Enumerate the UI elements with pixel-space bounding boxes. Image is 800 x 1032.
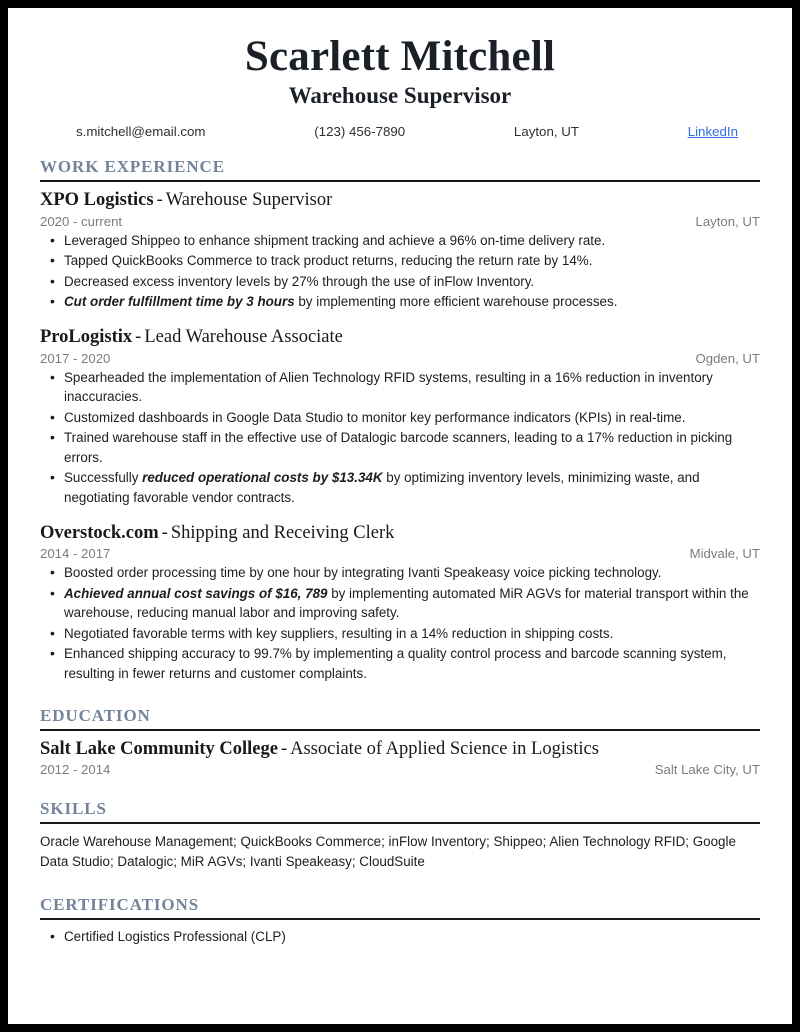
title-separator: - [161, 522, 168, 543]
contact-phone[interactable]: (123) 456-7890 [314, 124, 406, 140]
bullet-prefix: Successfully [64, 470, 143, 486]
skills-list: Oracle Warehouse Management; QuickBooks Commerce; inFlow Inventory; Shippeo; Alien Technology RFID; Google Data Studio; Datalogic; MiR AGVs; Ivanti Speakeasy; CloudSuite [40, 834, 736, 870]
work-entry-dates: 2020 - current [40, 213, 123, 229]
education-entry-degree: Associate of Applied Science in Logistics [290, 738, 599, 759]
work-entry-dates: 2014 - 2017 [40, 546, 111, 562]
section-work-experience [40, 157, 760, 684]
title-separator: - [135, 326, 142, 347]
work-entry [40, 326, 760, 508]
work-entry-meta [40, 351, 760, 366]
certifications-list [40, 927, 760, 947]
section-divider [40, 180, 760, 182]
contact-row [40, 124, 760, 139]
work-entry-meta [40, 214, 760, 229]
contact-linkedin-link[interactable]: LinkedIn [687, 124, 738, 140]
section-heading-certifications: CERTIFICATIONS [40, 894, 200, 914]
section-divider [40, 918, 760, 920]
bullet-text: by optimizing inventory levels, minimizing waste, and negotiating favorable vendor contracts. [64, 470, 700, 505]
bullet-item [40, 292, 760, 312]
title-separator: - [156, 190, 163, 211]
bullet-text: Spearheaded the implementation of Alien Technology RFID systems, resulting in a 16% reduction in inventory inaccuracies. [64, 369, 713, 405]
bullet-item [40, 428, 760, 467]
section-divider [40, 729, 760, 731]
work-entry-dates: 2017 - 2020 [40, 350, 111, 366]
bullet-item [40, 251, 760, 271]
bullet-text: Trained warehouse staff in the effective use of Datalogic barcode scanners, leading to a 17% reduction in picking errors. [64, 430, 733, 465]
work-entry-location: Midvale, UT [689, 546, 760, 562]
work-entry [40, 522, 760, 684]
bullet-item [40, 231, 760, 251]
bullet-highlight: Cut order fulfillment time by 3 hours [64, 294, 295, 310]
section-heading-education: EDUCATION [40, 705, 151, 725]
candidate-name: Scarlett Mitchell [244, 33, 556, 80]
work-entry-title-line [40, 326, 760, 350]
section-education [40, 706, 760, 778]
bullet-item [40, 468, 760, 507]
bullet-text: Leveraged Shippeo to enhance shipment tracking and achieve a 96% on-time delivery rate. [64, 232, 606, 248]
education-entry [40, 738, 760, 778]
bullet-highlight: Achieved annual cost savings of $16, 789 [64, 585, 328, 601]
bullet-item [40, 272, 760, 292]
education-entry-meta [40, 762, 760, 777]
education-entry-school: Salt Lake Community College [40, 738, 278, 759]
work-entry-bullets [40, 563, 760, 683]
section-certifications [40, 895, 760, 947]
section-divider [40, 822, 760, 824]
education-entry-title-line [40, 738, 760, 762]
bullet-text: by implementing more efficient warehouse processes. [294, 294, 618, 310]
work-entry-company: XPO Logistics [40, 190, 154, 211]
candidate-job-title: Warehouse Supervisor [288, 83, 512, 109]
work-entry-title-line [40, 522, 760, 546]
bullet-text: by implementing automated MiR AGVs for material transport within the warehouse, reducing manual labor and improving safety. [64, 585, 749, 621]
bullet-item [40, 644, 760, 683]
work-entry-bullets [40, 231, 760, 312]
bullet-item [40, 584, 760, 623]
work-entry-company: Overstock.com [40, 522, 159, 543]
bullet-text: Enhanced shipping accuracy to 99.7% by implementing a quality control process and barcode scanning system, resulting in fewer returns and customer complaints. [64, 646, 727, 682]
work-entry-location: Layton, UT [695, 213, 760, 229]
certification-item: • Certified Logistics Professional (CLP) [40, 927, 760, 947]
title-separator: - [280, 738, 288, 759]
bullet-text: Decreased excess inventory levels by 27% through the use of inFlow Inventory. [64, 273, 535, 289]
contact-email[interactable]: s.mitchell@email.com [76, 124, 206, 140]
section-heading-work-experience: WORK EXPERIENCE [40, 157, 225, 177]
section-heading-skills: SKILLS [40, 799, 107, 819]
education-entry-dates: 2012 - 2014 [40, 762, 111, 778]
work-entry [40, 189, 760, 312]
section-skills [40, 799, 760, 872]
contact-location: Layton, UT [513, 124, 579, 140]
work-entry-bullets [40, 368, 760, 508]
bullet-highlight: reduced operational costs by $13.34K [142, 470, 383, 486]
bullet-text: Boosted order processing time by one hour by integrating Ivanti Speakeasy voice picking technology. [64, 565, 662, 581]
work-entry-role: Shipping and Receiving Clerk [170, 522, 395, 543]
bullet-item [40, 563, 760, 583]
education-entry-location: Salt Lake City, UT [654, 762, 760, 778]
bullet-item [40, 368, 760, 407]
work-entry-title-line [40, 189, 760, 213]
resume-header [40, 34, 760, 139]
bullet-text: Customized dashboards in Google Data Studio to monitor key performance indicators (KPIs) in real-time. [64, 409, 686, 425]
work-entry-meta [40, 546, 760, 561]
bullet-text: Negotiated favorable terms with key suppliers, resulting in a 14% reduction in shipping costs. [64, 625, 614, 641]
bullet-text: Tapped QuickBooks Commerce to track product returns, reducing the return rate by 14%. [64, 253, 593, 269]
bullet-item [40, 624, 760, 644]
work-entry-company: ProLogistix [40, 326, 133, 347]
work-entry-role: Lead Warehouse Associate [144, 326, 343, 347]
work-entry-location: Ogden, UT [695, 350, 760, 366]
work-entry-role: Warehouse Supervisor [165, 190, 333, 211]
bullet-item [40, 408, 760, 428]
